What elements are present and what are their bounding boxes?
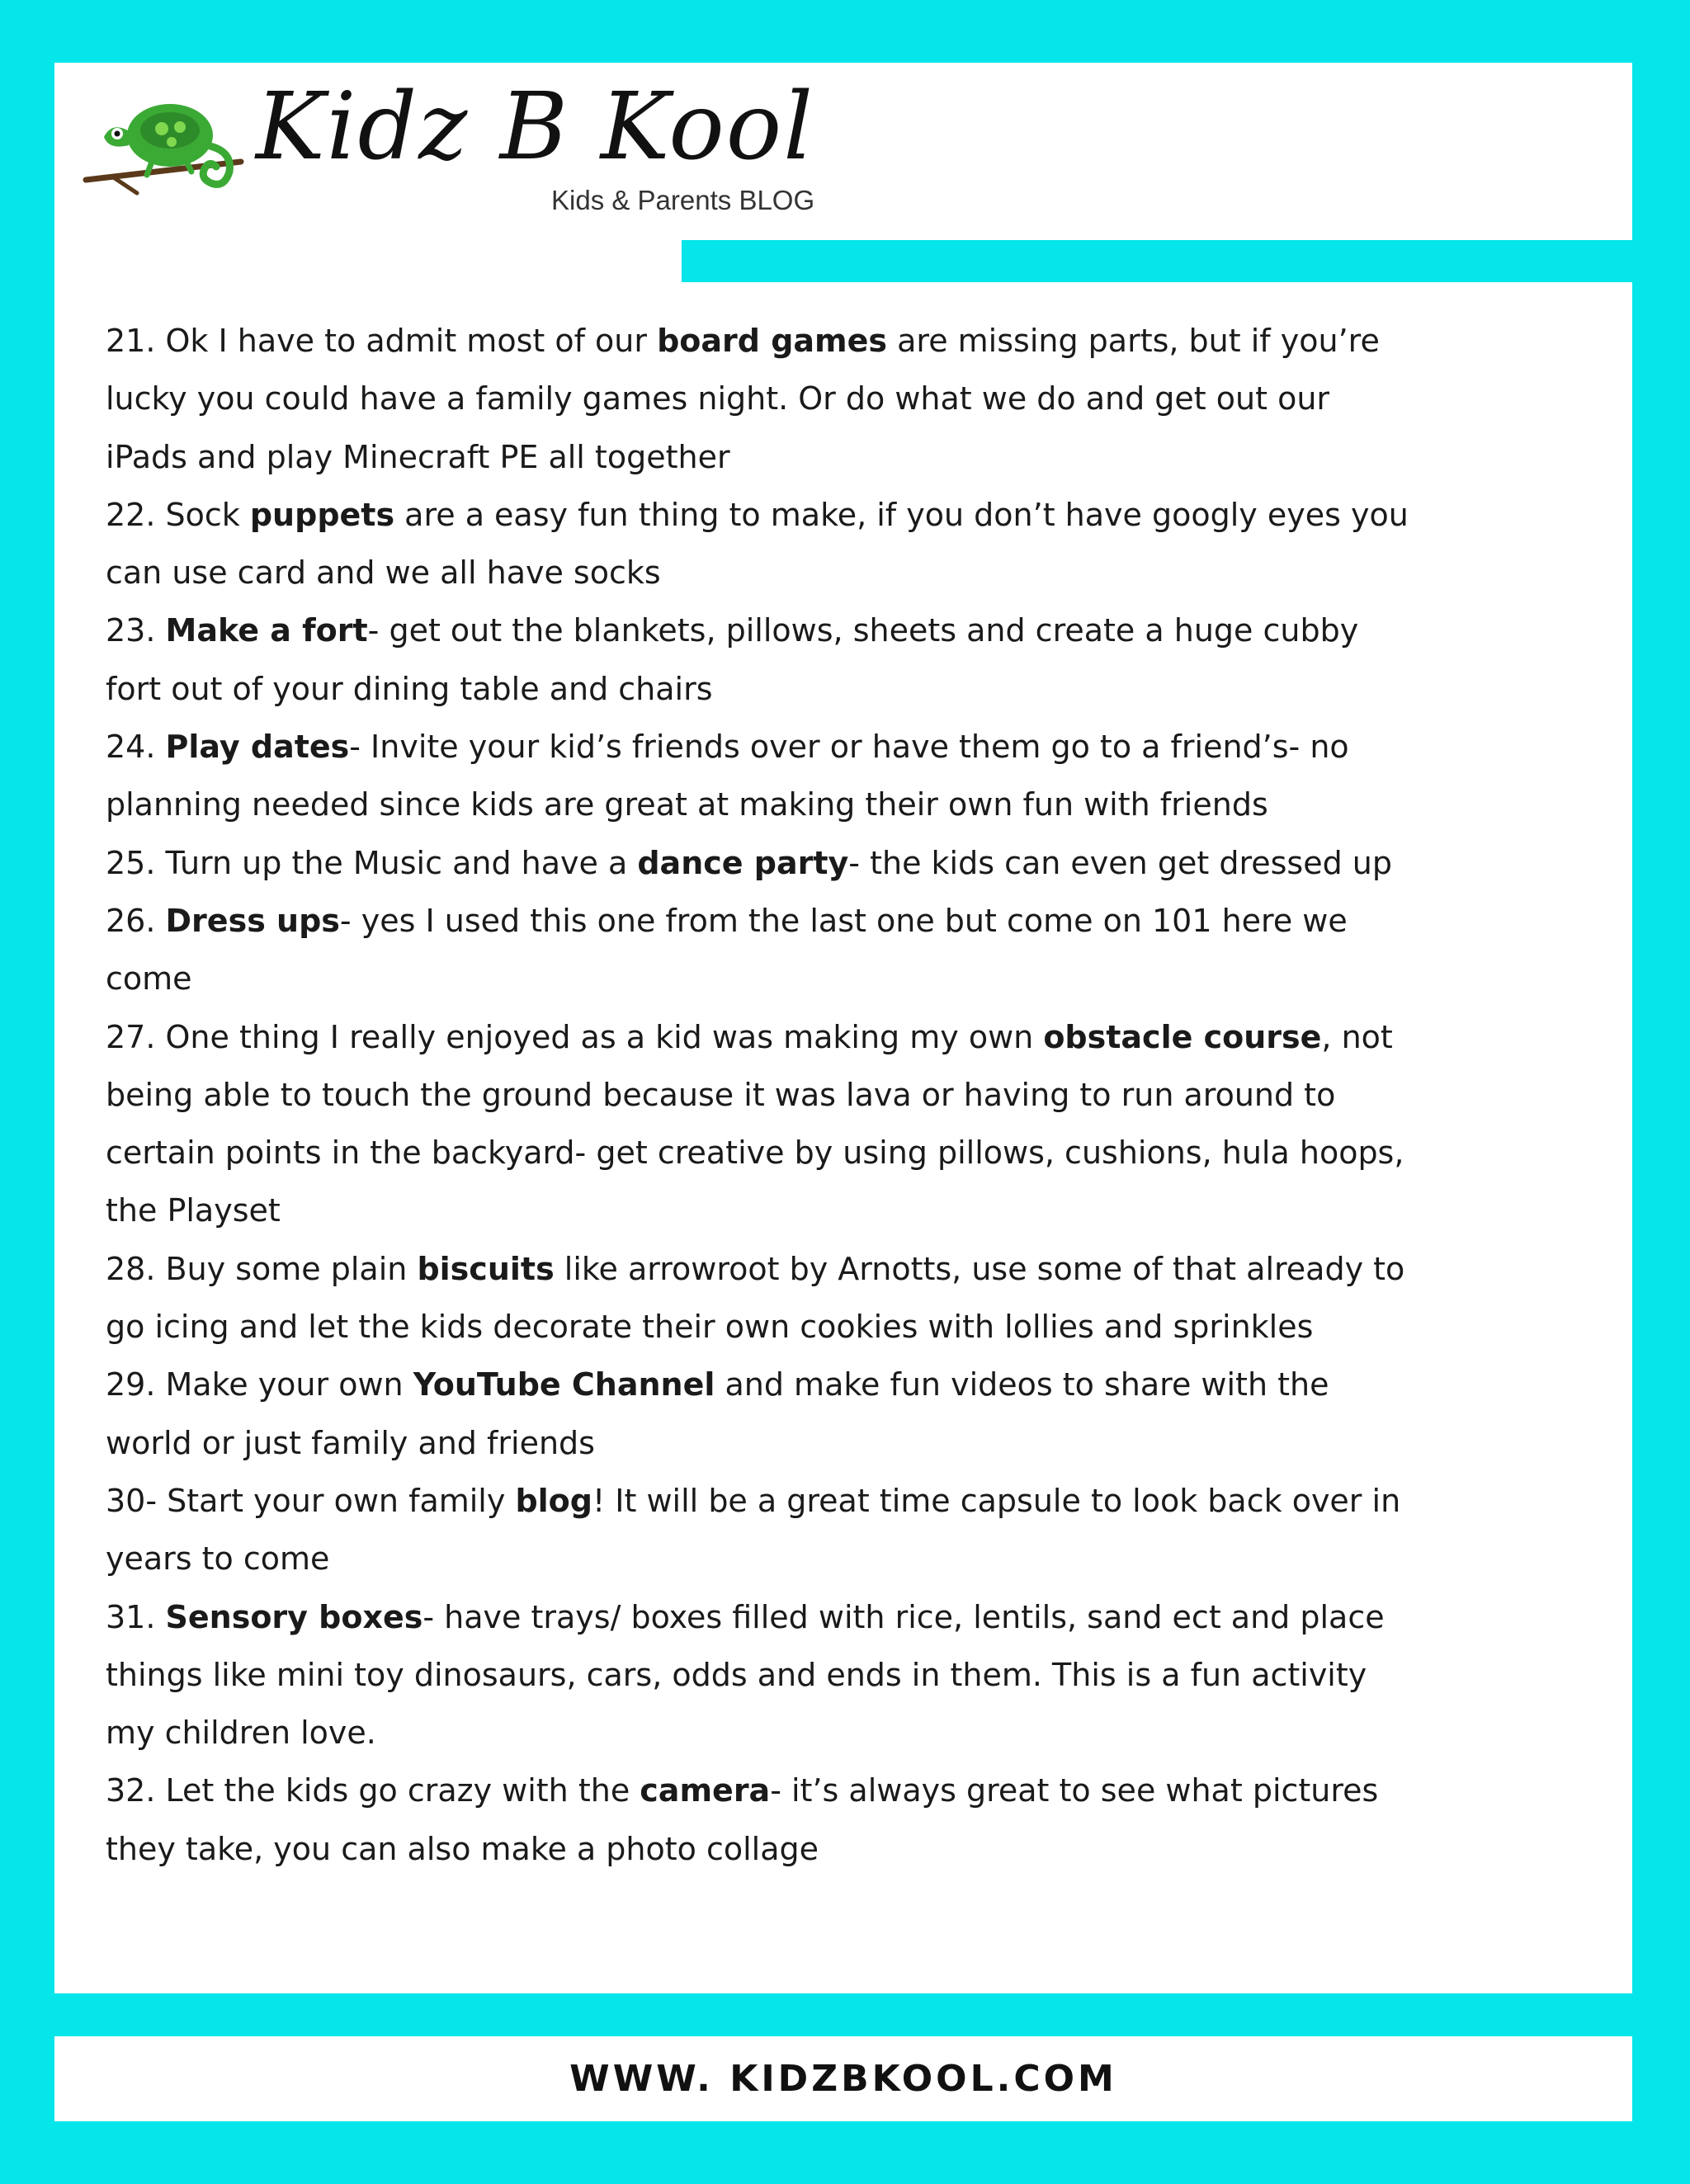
footer-panel — [54, 2036, 1632, 2121]
list-item — [106, 1762, 1409, 1878]
chameleon-logo-icon — [79, 79, 244, 203]
list-item-keyword: puppets — [249, 496, 395, 533]
list-item-text: - it’s always great to see what pictures they take, you can also make a photo collage — [106, 1772, 1379, 1867]
list-item-text: - yes I used this one from the last one but come on 101 here we come — [106, 902, 1348, 998]
list-item — [106, 486, 1409, 602]
list-item-text: 24. — [106, 729, 166, 766]
list-item — [106, 834, 1409, 892]
list-item-keyword: biscuits — [417, 1250, 555, 1287]
list-item — [106, 892, 1409, 1008]
list-item-text: 32. Let the kids go crazy with the — [106, 1772, 640, 1809]
list-item-text: are missing parts, but if you’re lucky you could have a family games night. Or do what we do and get out our iPads and play Minecraft PE all together — [106, 323, 1380, 475]
list-item-text: 27. One thing I really enjoyed as a kid was making my own — [106, 1018, 1044, 1055]
list-item-keyword: Dress ups — [165, 902, 340, 939]
list-item-text: - get out the blankets, pillows, sheets and create a huge cubby fort out of your dining table and chairs — [106, 612, 1359, 707]
list-item — [106, 1472, 1409, 1588]
list-item-text: 31. — [106, 1598, 166, 1635]
list-item-keyword: Play dates — [165, 729, 350, 766]
list-item-text: and make fun videos to share with the world or just family and friends — [106, 1366, 1329, 1461]
list-item-text: 23. — [106, 612, 166, 649]
list-item-text: like arrowroot by Arnotts, use some of that already to go icing and let the kids decorate their own cookies with lollies and sprinkles — [106, 1250, 1405, 1346]
list-item-text: , not being able to touch the ground because it was lava or having to run around to certain points in the backyard- get creative by using pillows, cushions, hula hoops, the Playset — [106, 1018, 1404, 1229]
list-item-text: 28. Buy some plain — [106, 1250, 418, 1287]
list-item-keyword: Sensory boxes — [165, 1598, 423, 1635]
brand-name: Kidz B Kool — [256, 73, 815, 181]
list-item-keyword: obstacle course — [1043, 1018, 1322, 1055]
list-item — [106, 718, 1409, 834]
list-item-text: 22. Sock — [106, 496, 250, 533]
list-item — [106, 1356, 1409, 1472]
activity-list — [106, 312, 1409, 1878]
list-item-text: ! It will be a great time capsule to look back over in years to come — [106, 1482, 1401, 1578]
list-item — [106, 1008, 1409, 1240]
list-item-keyword: camera — [640, 1772, 771, 1809]
list-item-text: 30- Start your own family — [106, 1482, 516, 1519]
list-item — [106, 601, 1409, 718]
list-item-text: - the kids can even get dressed up — [848, 844, 1392, 881]
list-item-text: - have trays/ boxes filled with rice, lentils, sand ect and place things like mini toy dinosaurs, cars, odds and ends in them. This is a fun activity my children love. — [106, 1598, 1385, 1752]
list-item-text: 29. Make your own — [106, 1366, 413, 1403]
list-item — [106, 1588, 1409, 1762]
list-item — [106, 312, 1409, 486]
list-item — [106, 1240, 1409, 1356]
list-item-text: are a easy fun thing to make, if you don’t have googly eyes you can use card and we all have socks — [106, 496, 1409, 592]
list-item-keyword: dance party — [637, 844, 849, 881]
list-item-keyword: Make a fort — [165, 612, 368, 649]
list-item-keyword: YouTube Channel — [413, 1366, 715, 1403]
list-item-text: 26. — [106, 902, 166, 939]
list-item-keyword: board games — [657, 323, 888, 359]
list-item-text: 25. Turn up the Music and have a — [106, 844, 638, 881]
footer-website-link[interactable]: WWW. KIDZBKOOL.COM — [569, 2058, 1117, 2100]
list-item-text: 21. Ok I have to admit most of our — [106, 323, 658, 359]
list-item-text: - Invite your kid’s friends over or have them go to a friend’s- no planning needed since kids are great at making their own fun with friends — [106, 729, 1349, 823]
list-item-keyword: blog — [515, 1482, 592, 1519]
header-panel-extension — [54, 231, 682, 284]
brand-tagline: Kids & Parents BLOG — [551, 185, 815, 215]
